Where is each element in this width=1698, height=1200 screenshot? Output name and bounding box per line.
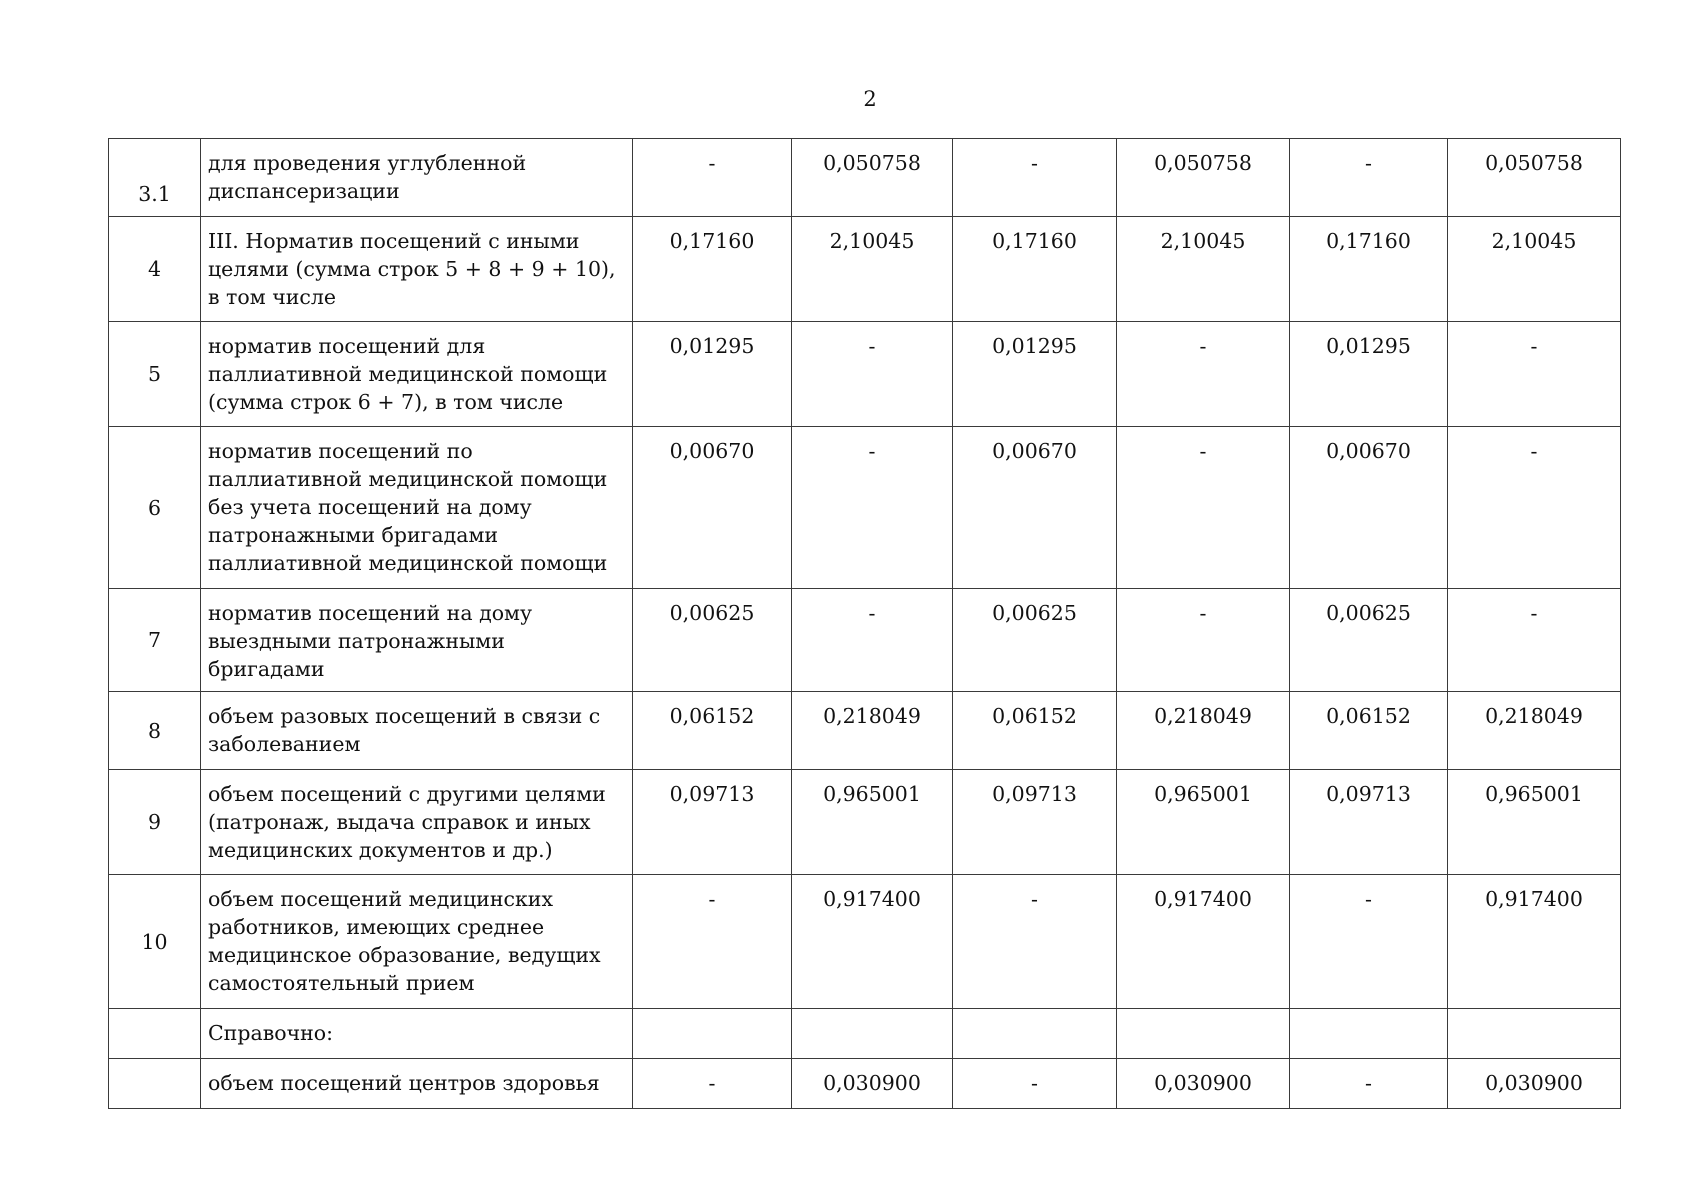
value-cell: 0,01295 [633, 322, 792, 427]
row-label: объем посещений с другими целями (патронаж, выдача справок и иных медицинских документов и др.) [201, 770, 633, 875]
value-cell: 0,06152 [633, 692, 792, 770]
value-cell: 0,050758 [792, 139, 953, 217]
value-cell: - [953, 875, 1117, 1009]
value-cell: 0,917400 [1448, 875, 1621, 1009]
row-label: объем посещений центров здоровья [201, 1059, 633, 1109]
value-cell: 0,965001 [1117, 770, 1290, 875]
value-cell: 0,17160 [633, 217, 792, 322]
row-label: объем разовых посещений в связи с заболеванием [201, 692, 633, 770]
table-row [109, 692, 1621, 770]
table-row [109, 1009, 1621, 1059]
page-number: 2 [863, 87, 877, 111]
row-label: норматив посещений для паллиативной медицинской помощи (сумма строк 6 + 7), в том числе [201, 322, 633, 427]
table-row [109, 770, 1621, 875]
row-label: III. Норматив посещений с иными целями (сумма строк 5 + 8 + 9 + 10), в том числе [201, 217, 633, 322]
row-number [109, 1009, 201, 1059]
value-cell: 0,09713 [1290, 770, 1448, 875]
value-cell: 0,218049 [792, 692, 953, 770]
value-cell: 0,00670 [1290, 427, 1448, 589]
value-cell: - [953, 139, 1117, 217]
row-label: объем посещений медицинских работников, имеющих среднее медицинское образование, ведущих самостоятельный прием [201, 875, 633, 1009]
value-cell: 0,917400 [1117, 875, 1290, 1009]
value-cell: - [792, 322, 953, 427]
value-cell [1290, 1009, 1448, 1059]
value-cell: 0,09713 [633, 770, 792, 875]
value-cell: - [1117, 322, 1290, 427]
value-cell [1448, 1009, 1621, 1059]
row-number [109, 1059, 201, 1109]
value-cell: 2,10045 [1117, 217, 1290, 322]
value-cell: 0,218049 [1448, 692, 1621, 770]
row-number: 6 [109, 427, 201, 589]
value-cell: - [1117, 589, 1290, 692]
value-cell: - [1290, 1059, 1448, 1109]
value-cell: 0,00670 [953, 427, 1117, 589]
value-cell: 0,030900 [1117, 1059, 1290, 1109]
value-cell: 0,06152 [1290, 692, 1448, 770]
row-label: для проведения углубленной диспансеризации [201, 139, 633, 217]
value-cell: 0,218049 [1117, 692, 1290, 770]
table-row [109, 427, 1621, 589]
value-cell: 0,917400 [792, 875, 953, 1009]
row-number: 10 [109, 875, 201, 1009]
value-cell: - [1290, 875, 1448, 1009]
value-cell: 0,00625 [1290, 589, 1448, 692]
row-number: 4 [109, 217, 201, 322]
value-cell: 0,17160 [953, 217, 1117, 322]
value-cell: 0,050758 [1117, 139, 1290, 217]
row-number: 8 [109, 692, 201, 770]
row-number: 7 [109, 589, 201, 692]
value-cell: 0,01295 [1290, 322, 1448, 427]
table-row [109, 1059, 1621, 1109]
table-row [109, 322, 1621, 427]
value-cell: - [633, 875, 792, 1009]
value-cell: 0,030900 [792, 1059, 953, 1109]
value-cell [1117, 1009, 1290, 1059]
row-number: 9 [109, 770, 201, 875]
value-cell: 2,10045 [1448, 217, 1621, 322]
value-cell: - [633, 139, 792, 217]
value-cell [792, 1009, 953, 1059]
value-cell: 0,00625 [633, 589, 792, 692]
row-label: норматив посещений по паллиативной медицинской помощи без учета посещений на дому патронажными бригадами паллиативной медицинской помощи [201, 427, 633, 589]
table-row [109, 139, 1621, 217]
value-cell: 0,030900 [1448, 1059, 1621, 1109]
value-cell: - [792, 427, 953, 589]
value-cell: - [1117, 427, 1290, 589]
value-cell: 0,00625 [953, 589, 1117, 692]
row-label: Справочно: [201, 1009, 633, 1059]
value-cell: - [1448, 589, 1621, 692]
value-cell: 0,965001 [792, 770, 953, 875]
value-cell: 0,01295 [953, 322, 1117, 427]
value-cell: 0,965001 [1448, 770, 1621, 875]
table-row [109, 875, 1621, 1009]
row-number: 3.1 [109, 139, 201, 217]
value-cell: - [792, 589, 953, 692]
value-cell: 0,06152 [953, 692, 1117, 770]
value-cell: 0,00670 [633, 427, 792, 589]
table-row [109, 217, 1621, 322]
standards-table [108, 138, 1621, 1109]
value-cell: - [1448, 322, 1621, 427]
value-cell: - [1448, 427, 1621, 589]
value-cell: 0,050758 [1448, 139, 1621, 217]
value-cell [633, 1009, 792, 1059]
value-cell: 0,09713 [953, 770, 1117, 875]
row-label: норматив посещений на дому выездными патронажными бригадами [201, 589, 633, 692]
value-cell: - [1290, 139, 1448, 217]
value-cell [953, 1009, 1117, 1059]
value-cell: 2,10045 [792, 217, 953, 322]
table-row [109, 589, 1621, 692]
value-cell: 0,17160 [1290, 217, 1448, 322]
row-number: 5 [109, 322, 201, 427]
value-cell: - [953, 1059, 1117, 1109]
value-cell: - [633, 1059, 792, 1109]
